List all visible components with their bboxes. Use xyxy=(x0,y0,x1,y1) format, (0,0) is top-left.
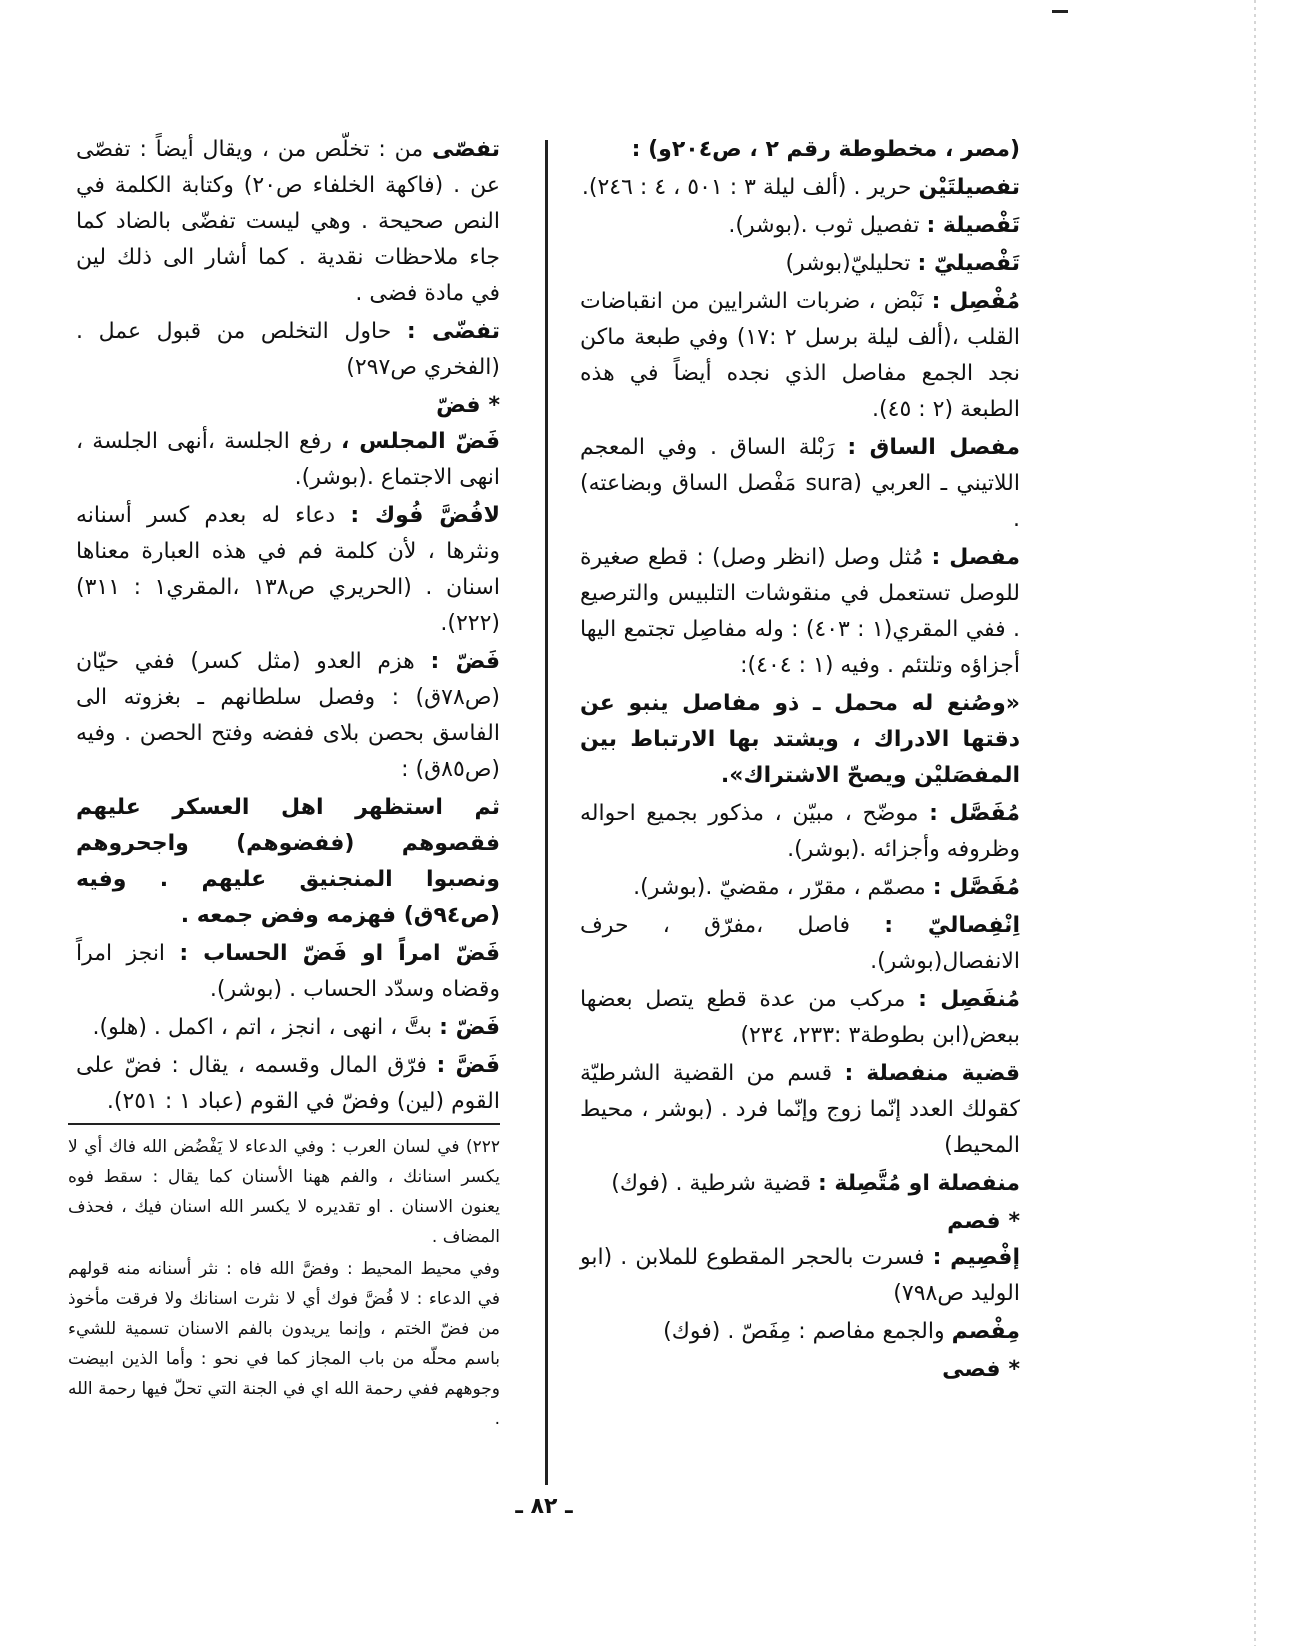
entry-text: (مصر ، مخطوطة رقم ٢ ، ص٢٠٤و) : xyxy=(631,137,1020,162)
dictionary-entry xyxy=(76,132,500,312)
dictionary-entry xyxy=(76,424,500,496)
entry-text: هزم العدو (مثل كسر) ففي حيّان (ص٧٨ق) : وفصل سلطانهم ـ بغزوته الى الفاسق بحصن بلاى ففضه وفتح الحصن . وفيه (ص٨٥ق) : xyxy=(76,649,500,782)
dictionary-entry xyxy=(580,1056,1020,1164)
dictionary-entry xyxy=(76,314,500,386)
dictionary-entry xyxy=(580,796,1020,868)
dictionary-entry xyxy=(580,908,1020,980)
entry-text: بتَّ ، انهى ، انجز ، اتم ، اكمل . (هلو). xyxy=(92,1015,433,1040)
top-mark xyxy=(1052,10,1068,13)
entry-headword: إفْصِيم : xyxy=(932,1245,1020,1270)
entry-text: فاصل ،مفرّق ، حرف الانفصال(بوشر). xyxy=(580,913,1020,974)
entry-text: والجمع مفاصم : مِفَصّ . (فوك) xyxy=(663,1319,945,1344)
entry-headword: منفصلة او مُتَّصِلة : xyxy=(817,1171,1020,1196)
dictionary-entry xyxy=(580,430,1020,538)
dictionary-entry xyxy=(76,1048,500,1120)
dictionary-entry xyxy=(580,1240,1020,1312)
entry-headword: مفصل : xyxy=(931,545,1020,570)
entry-text: من : تخلّص من ، ويقال أيضاً : تفصّى عن . (فاكهة الخلفاء ص٢٠) وكتابة الكلمة في النص صحيحة . وهي ليست تفضّى بالضاد كما جاء ملاحظات نقدية . كما أشار الى ذلك لين في مادة فضى . xyxy=(76,137,500,306)
dictionary-entry xyxy=(76,644,500,788)
page-number: ـ ٨٢ ـ xyxy=(515,1494,573,1519)
entry-text: قسم من القضية الشرطيّة كقولك العدد إنّما زوج وإنّما فرد . (بوشر ، محيط المحيط) xyxy=(580,1061,1020,1158)
entry-text: مركب من عدة قطع يتصل بعضها ببعض(ابن بطوطة٣ :٢٣٣، ٢٣٤) xyxy=(580,987,1020,1048)
entry-text: مصمّم ، مقرّر ، مقضيّ .(بوشر). xyxy=(633,875,926,900)
entry-headword: تفصيلتَيْن xyxy=(918,175,1020,200)
entry-text: ثم استظهر اهل العسكر عليهم فقصوهم (ففضوهم) واجحروهم ونصبوا المنجنيق عليهم . وفيه (ص٩٤ق) فهزمه وفض جمعه . xyxy=(76,795,500,928)
entry-text: حرير . (ألف ليلة ٣ : ٥٠١ ، ٤ : ٢٤٦). xyxy=(581,175,912,200)
entry-text: موضّح ، مبيّن ، مذكور بجميع احواله وظروفه وأجزائه .(بوشر). xyxy=(580,801,1020,862)
entry-text: مُثل وصل (انظر وصل) : قطع صغيرة للوصل تستعمل في منقوشات التلبيس والترصيع . ففي المقري(١ : ٤٠٣) : وله مفاصِل تجتمع اليها أجزاؤه وتلتئم . وفيه (١ : ٤٠٤): xyxy=(580,545,1020,678)
left-column-entries xyxy=(76,132,500,386)
footnotes xyxy=(68,1132,500,1436)
dictionary-entry xyxy=(580,246,1020,282)
dictionary-entry xyxy=(580,170,1020,206)
footnote-paragraph: وفي محيط المحيط : وفضَّ الله فاه : نثر أسنانه منه قولهم في الدعاء : لا فُضَّ فوك أي لا نثرت اسنانك ولا فرقت مأخوذ من فضّ الختم ، وإنما يريدون بالفم الاسنان تسمية للشيء باسم محلّه من باب المجاز كما في نحو : وأما الذين ابيضت وجوههم ففي رحمة الله اي في الجنة التي تحلّ فيها رحمة الله . xyxy=(68,1259,500,1429)
dictionary-entry xyxy=(580,870,1020,906)
footnote-paragraph: ٢٢٢) في لسان العرب : وفي الدعاء لا يَفْضُض الله فاك أي لا يكسر اسنانك ، والفم ههنا الأسنان كما يقال : سقط فوه يعنون الاسنان . او تقديره لا يكسر الله اسنان فيك ، فحذف المضاف . xyxy=(68,1137,500,1247)
entry-headword: مِفْصم xyxy=(951,1319,1020,1344)
entry-headword: فَضّ : xyxy=(430,649,500,674)
entry-text: انجز امراً وقضاه وسدّد الحساب . (بوشر). xyxy=(76,941,500,1002)
right-column-entries xyxy=(580,132,1020,1202)
dictionary-entry xyxy=(580,132,1020,168)
entry-text: تحليليّ(بوشر) xyxy=(785,251,911,276)
entry-headword: اِنْفِصاليّ : xyxy=(884,913,1020,938)
root-heading-text: فصم xyxy=(947,1209,1001,1234)
dictionary-entry xyxy=(580,982,1020,1054)
entry-headword: تَفْصيليّ : xyxy=(917,251,1020,276)
entry-text: حاول التخلص من قبول عمل . (الفخري ص٢٩٧) xyxy=(76,319,500,380)
root-heading: *فضّ xyxy=(436,393,500,418)
dictionary-entry xyxy=(580,686,1020,794)
root-heading-text: فصى xyxy=(942,1357,1001,1382)
left-column xyxy=(76,132,500,1122)
entry-headword: مُفَصَّل : xyxy=(929,801,1020,826)
entry-text: رفع الجلسة ،أنهى الجلسة ، انهى الاجتماع .(بوشر). xyxy=(76,429,500,490)
entry-headword: تفصّى xyxy=(431,137,500,162)
dictionary-entry xyxy=(76,498,500,642)
dictionary-entry xyxy=(580,540,1020,684)
entry-headword: فَضَّ : xyxy=(436,1053,500,1078)
entry-headword: قضية منفصلة : xyxy=(844,1061,1020,1086)
dictionary-entry xyxy=(580,284,1020,428)
dictionary-entry xyxy=(76,936,500,1008)
right-column-entries-2 xyxy=(580,1240,1020,1350)
entry-headword: مفصل الساق : xyxy=(847,435,1020,460)
entry-headword: مُفْصِل : xyxy=(931,289,1020,314)
footnote-divider xyxy=(68,1123,500,1125)
dictionary-entry xyxy=(76,790,500,934)
entry-headword: تَفْصيلة : xyxy=(926,213,1020,238)
entry-headword: لافُضَّ فُوك : xyxy=(350,503,500,528)
scan-edge-artifact xyxy=(1254,0,1256,1646)
entry-text: «وصُنع له محمل ـ ذو مفاصل ينبو عن دقتها الادراك ، ويشتد بها الارتباط بين المفصَليْن ويصحّ الاشتراك». xyxy=(580,691,1020,788)
entry-text: دعاء له بعدم كسر أسنانه ونثرها ، لأن كلمة فم في هذه العبارة معناها اسنان . (الحريري ص١٣٨ ،المقري١ : ٣١١)(٢٢٢). xyxy=(76,503,500,636)
root-heading: *فصم xyxy=(947,1209,1020,1234)
entry-text: تفصيل ثوب .(بوشر). xyxy=(728,213,920,238)
column-divider xyxy=(545,140,548,1485)
dictionary-entry xyxy=(580,208,1020,244)
entry-text: فرّق المال وقسمه ، يقال : فضّ على القوم (لين) وفضّ في القوم (عباد ١ : ٢٥١). xyxy=(76,1053,500,1114)
entry-text: قضية شرطية . (فوك) xyxy=(611,1171,811,1196)
root-heading: *فصى xyxy=(942,1357,1020,1382)
dictionary-entry xyxy=(580,1314,1020,1350)
right-column xyxy=(580,132,1020,1388)
dictionary-entry xyxy=(76,1010,500,1046)
root-heading-text: فضّ xyxy=(436,393,481,418)
entry-text: رَبْلة الساق . وفي المعجم اللاتيني ـ العربي (sura مَفْصل الساق وبضاعته) . xyxy=(580,435,1020,532)
entry-headword: فَضّ امراً او فَضّ الحساب : xyxy=(179,941,501,966)
entry-text: نَبْض ، ضربات الشرايين من انقباضات القلب ،(ألف ليلة برسل ٢ :١٧) وفي طبعة ماكن نجد الجمع مفاصل الذي نجده أيضاً في هذه الطبعة (٢ : ٤٥). xyxy=(580,289,1020,422)
entry-headword: مُفَصَّل : xyxy=(932,875,1020,900)
entry-headword: فَضّ : xyxy=(439,1015,500,1040)
left-column-entries-2 xyxy=(76,424,500,1120)
entry-headword: فَضّ المجلس ، xyxy=(341,429,500,454)
entry-text: فسرت بالحجر المقطوع للملابن . (ابو الوليد ص٧٩٨) xyxy=(580,1245,1020,1306)
entry-headword: تفضّى : xyxy=(406,319,500,344)
dictionary-entry xyxy=(580,1166,1020,1202)
entry-headword: مُنفَصِل : xyxy=(918,987,1020,1012)
